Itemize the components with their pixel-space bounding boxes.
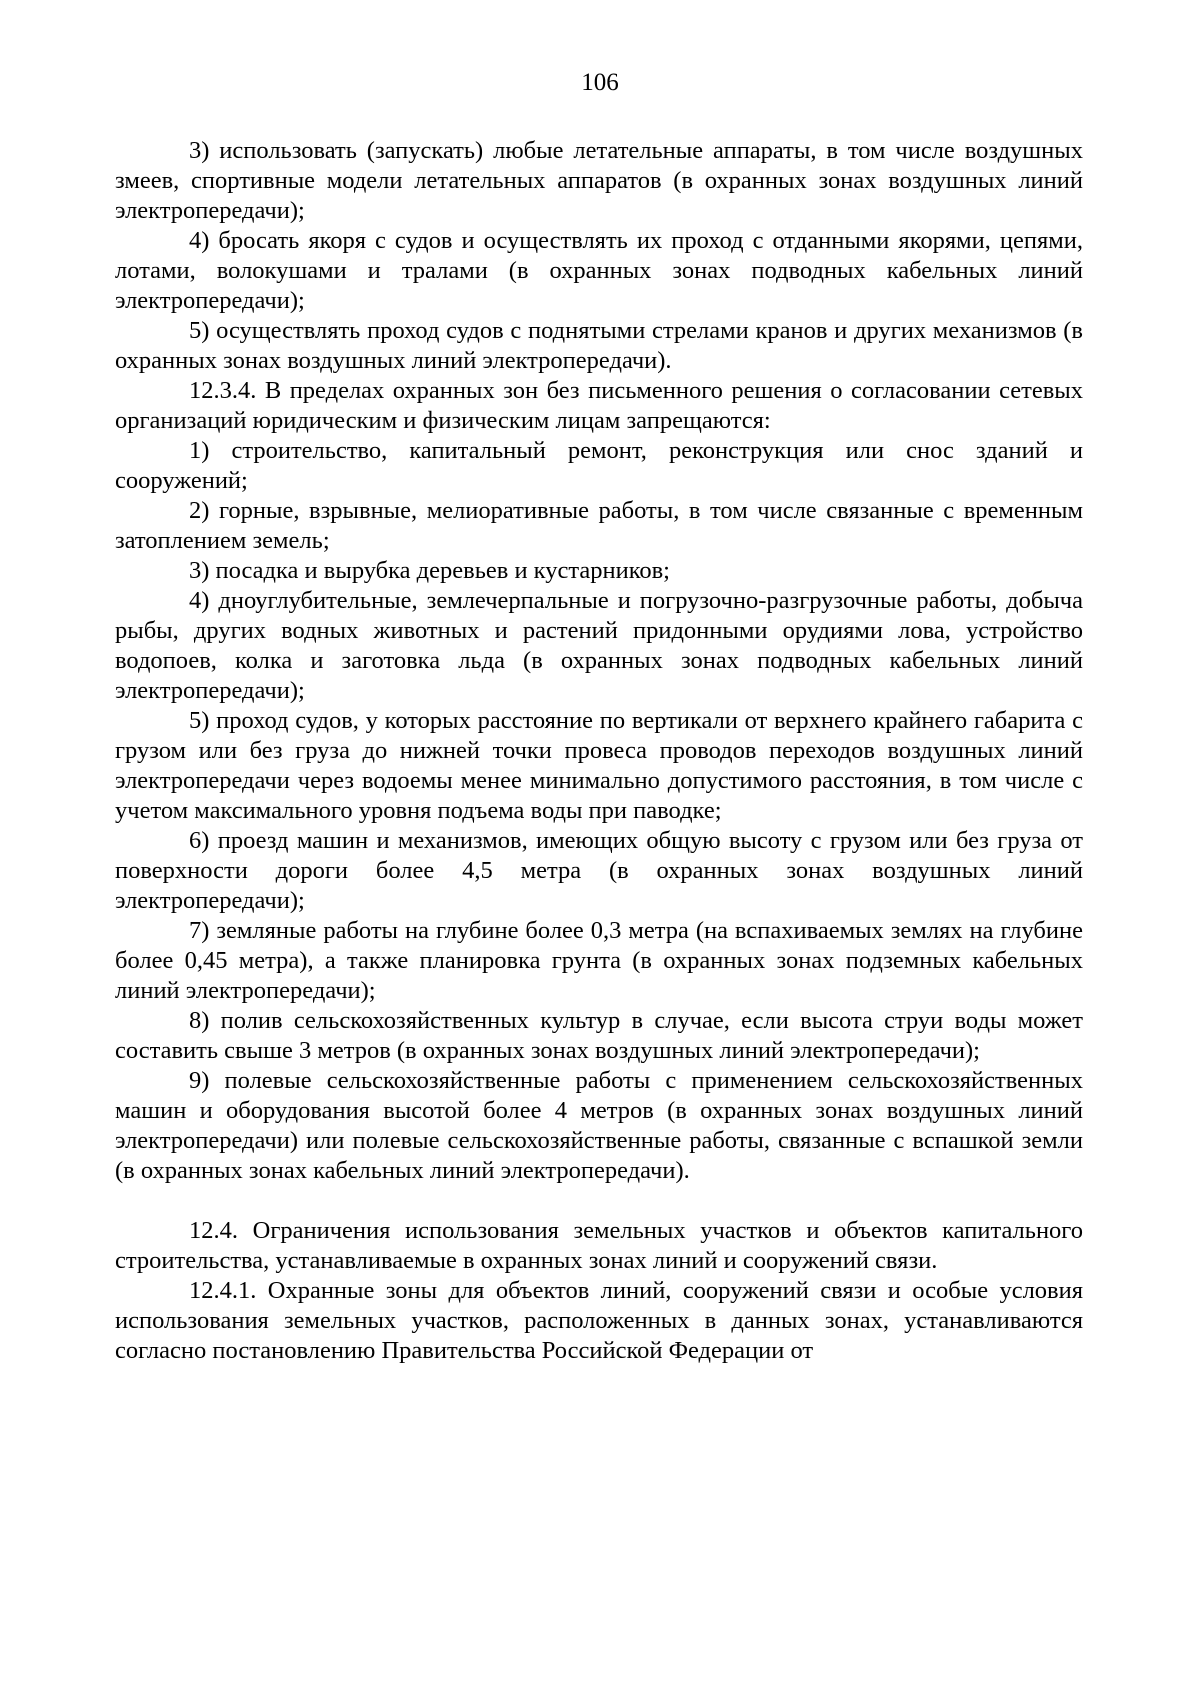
document-body <box>115 136 1083 1366</box>
list-item-4-dredging: 4) дноуглубительные, землечерпальные и погрузочно-разгрузочные работы, добыча рыбы, других водных животных и растений придонными орудиями лова, устройство водопоев, колка и заготовка льда (в охранных зонах подводных кабельных линий электропередачи); <box>115 587 1083 704</box>
list-item-1-construction: 1) строительство, капитальный ремонт, реконструкция или снос зданий и сооружений; <box>115 437 1083 494</box>
list-item-3-trees: 3) посадка и вырубка деревьев и кустарников; <box>189 557 670 584</box>
list-item-5-cranes: 5) осуществлять проход судов с поднятыми стрелами кранов и других механизмов (в охранных зонах воздушных линий электропередачи). <box>115 317 1083 374</box>
section-12-4-heading: 12.4. Ограничения использования земельных участков и объектов капитального строительства, устанавливаемые в охранных зонах линий и сооружений связи. <box>115 1217 1083 1274</box>
list-item-6-vehicles: 6) проезд машин и механизмов, имеющих общую высоту с грузом или без груза от поверхности дороги более 4,5 метра (в охранных зонах воздушных линий электропередачи); <box>115 827 1083 914</box>
list-item-4-anchors: 4) бросать якоря с судов и осуществлять их проход с отданными якорями, цепями, лотами, волокушами и тралами (в охранных зонах подводных кабельных линий электропередачи); <box>115 227 1083 314</box>
section-12-3-4: 12.3.4. В пределах охранных зон без письменного решения о согласовании сетевых организаций юридическим и физическим лицам запрещаются: <box>115 377 1083 434</box>
list-item-3-aircraft: 3) использовать (запускать) любые летательные аппараты, в том числе воздушных змеев, спортивные модели летательных аппаратов (в охранных зонах воздушных линий электропередачи); <box>115 137 1083 224</box>
list-item-8-irrigation: 8) полив сельскохозяйственных культур в случае, если высота струи воды может составить свыше 3 метров (в охранных зонах воздушных линий электропередачи); <box>115 1007 1083 1064</box>
list-item-5-vessels: 5) проход судов, у которых расстояние по вертикали от верхнего крайнего габарита с грузом или без груза до нижней точки провеса проводов переходов воздушных линий электропередачи через водоемы менее минимально допустимого расстояния, в том числе с учетом максимального уровня подъема воды при паводке; <box>115 707 1083 824</box>
list-item-7-earthworks: 7) земляные работы на глубине более 0,3 метра (на вспахиваемых землях на глубине более 0,45 метра), а также планировка грунта (в охранных зонах подземных кабельных линий электропередачи); <box>115 917 1083 1004</box>
page-number: 106 <box>581 69 619 96</box>
list-item-9-field-works: 9) полевые сельскохозяйственные работы с применением сельскохозяйственных машин и оборудования высотой более 4 метров (в охранных зонах воздушных линий электропередачи) или полевые сельскохозяйственные работы, связанные с вспашкой земли (в охранных зонах кабельных линий электропередачи). <box>115 1067 1083 1184</box>
list-item-2-mining: 2) горные, взрывные, мелиоративные работы, в том числе связанные с временным затоплением земель; <box>115 497 1083 554</box>
section-12-4-1: 12.4.1. Охранные зоны для объектов линий, сооружений связи и особые условия использования земельных участков, расположенных в данных зонах, устанавливаются согласно постановлению Правительства Российской Федерации от <box>115 1277 1083 1364</box>
